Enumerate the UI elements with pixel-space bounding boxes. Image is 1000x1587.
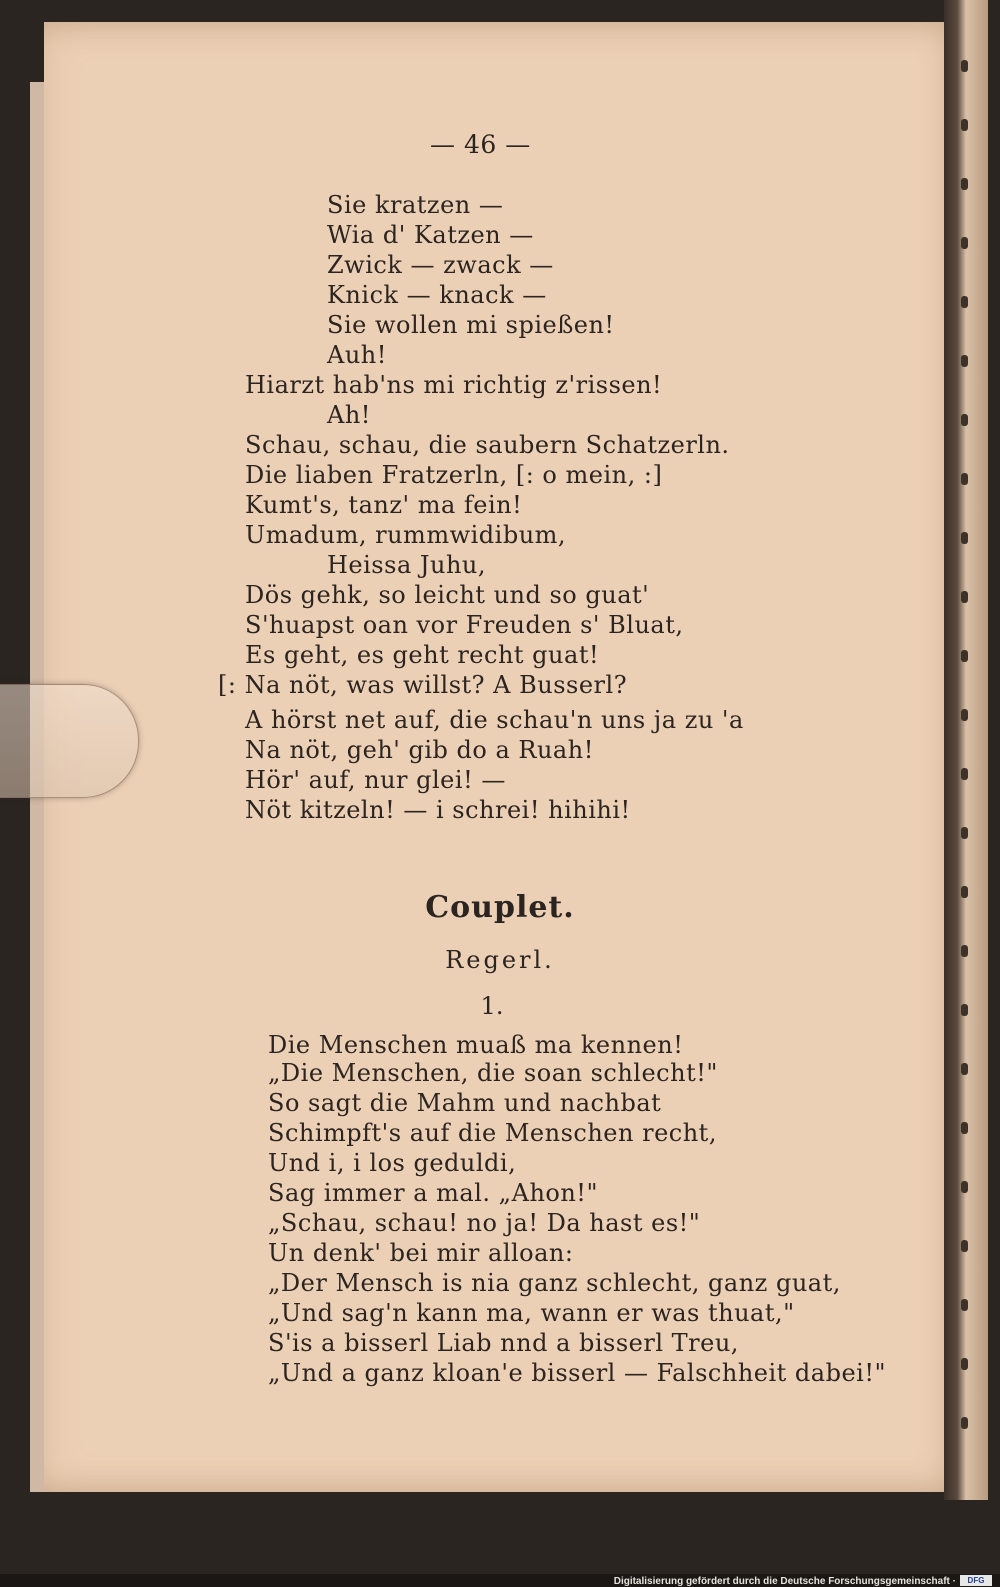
verse-line: Hiarzt hab'ns mi richtig z'rissen! (245, 371, 663, 399)
binding-hole (961, 650, 968, 662)
binding-hole (961, 473, 968, 485)
verse-line: Heissa Juhu, (327, 551, 486, 579)
verse-line: [: Na nöt, was willst? A Busserl? (218, 671, 628, 699)
binding-hole (961, 591, 968, 603)
verse-line: Umadum, rummwidibum, (245, 521, 567, 549)
verse-line: Die Menschen muaß ma kennen! (268, 1031, 684, 1059)
verse-line: Hör' auf, nur glei! — (245, 766, 506, 794)
binding-hole (961, 178, 968, 190)
stanza-number: 1. (480, 992, 504, 1020)
verse-line: Sie wollen mi spießen! (327, 311, 615, 339)
verse-line: „Schau, schau! no ja! Da hast es!" (268, 1209, 701, 1237)
verse-line: Un denk' bei mir alloan: (268, 1239, 574, 1267)
verse-line: Und i, i los geduldi, (268, 1149, 517, 1177)
binding-hole (961, 1181, 968, 1193)
verse-line: Schau, schau, die saubern Schatzerln. (245, 431, 730, 459)
character-name: Regerl. (445, 946, 555, 974)
page-number: — 46 — (430, 130, 531, 159)
verse-line: Wia d' Katzen — (327, 221, 534, 249)
binding-hole (961, 768, 968, 780)
binding-hole (961, 1122, 968, 1134)
digitization-credit: Digitalisierung gefördert durch die Deutsche Forschungsgemeinschaft · (613, 1576, 956, 1587)
binding-hole (961, 1240, 968, 1252)
binding-hole (961, 119, 968, 131)
verse-line: So sagt die Mahm und nachbat (268, 1089, 662, 1117)
verse-line: Sag immer a mal. „Ahon!" (268, 1179, 598, 1207)
binding-hole (961, 1417, 968, 1429)
binding-hole (961, 709, 968, 721)
verse-line: S'huapst oan vor Freuden s' Bluat, (245, 611, 684, 639)
verse-line: S'is a bisserl Liab nnd a bisserl Treu, (268, 1329, 739, 1357)
verse-line: Schimpft's auf die Menschen recht, (268, 1119, 717, 1147)
verse-line: Zwick — zwack — (327, 251, 554, 279)
verse-line: „Und sag'n kann ma, wann er was thuat," (268, 1299, 795, 1327)
verse-line: Nöt kitzeln! — i schrei! hihihi! (245, 796, 631, 824)
binding-hole (961, 827, 968, 839)
verse-line: Auh! (327, 341, 387, 369)
binding-holes (955, 60, 975, 1480)
binding-hole (961, 1358, 968, 1370)
dfg-logo: DFG (960, 1575, 992, 1586)
binding-hole (961, 1299, 968, 1311)
verse-line: Ah! (327, 401, 371, 429)
verse-line: „Und a ganz kloan'e bisserl — Falschheit dabei!" (268, 1359, 887, 1387)
page-clip (0, 684, 139, 798)
binding-hole (961, 237, 968, 249)
verse-line: Na nöt, geh' gib do a Ruah! (245, 736, 594, 764)
binding-hole (961, 532, 968, 544)
verse-line: Es geht, es geht recht guat! (245, 641, 600, 669)
binding-hole (961, 355, 968, 367)
verse-line: „Die Menschen, die soan schlecht!" (268, 1059, 718, 1087)
verse-line: A hörst net auf, die schau'n uns ja zu 'a (245, 706, 744, 734)
binding-hole (961, 414, 968, 426)
verse-line: Sie kratzen — (327, 191, 504, 219)
verse-line: Die liaben Fratzerln, [: o mein, :] (245, 461, 663, 489)
verse-line: Dös gehk, so leicht und so guat' (245, 581, 650, 609)
verse-line: „Der Mensch is nia ganz schlecht, ganz guat, (268, 1269, 841, 1297)
binding-hole (961, 60, 968, 72)
binding-hole (961, 296, 968, 308)
section-title: Couplet. (425, 890, 575, 925)
binding-hole (961, 1063, 968, 1075)
verse-line: Kumt's, tanz' ma fein! (245, 491, 523, 519)
verse-line: Knick — knack — (327, 281, 547, 309)
